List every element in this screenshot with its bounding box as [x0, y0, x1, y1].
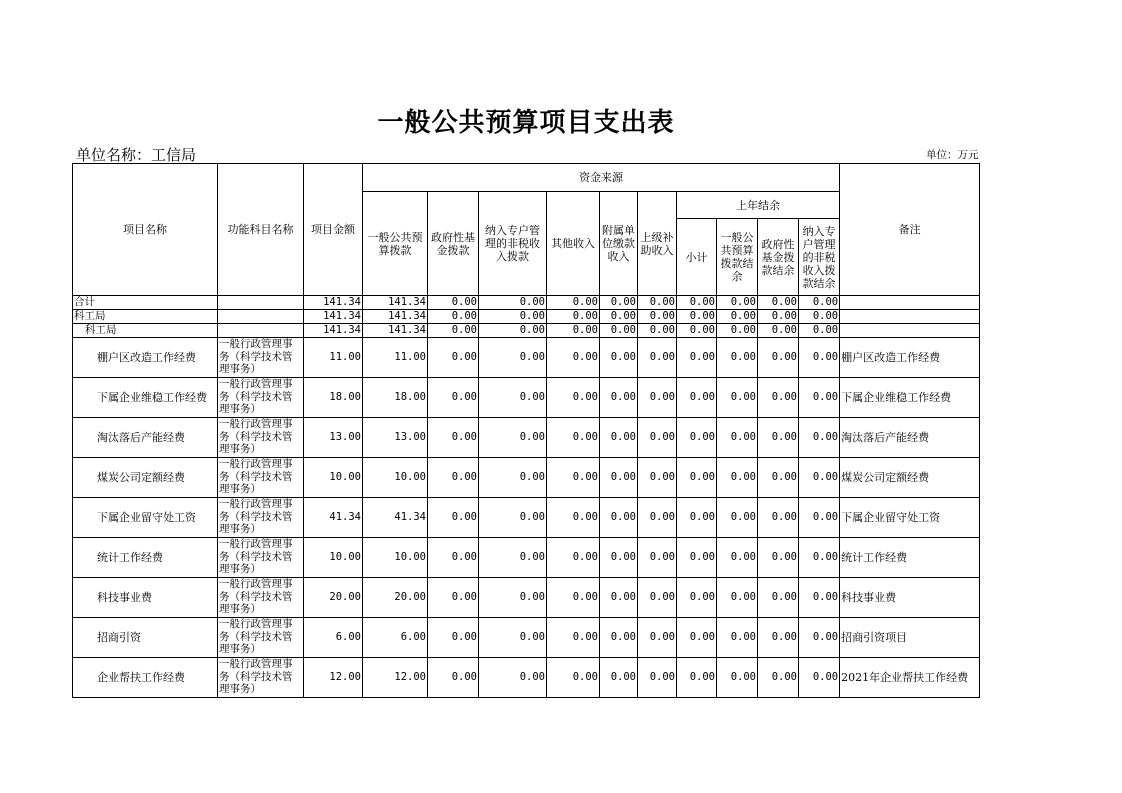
fund-value: 0.00	[799, 618, 840, 658]
fund-value: 0.00	[547, 498, 600, 538]
fund-value: 0.00	[758, 498, 799, 538]
fund-value: 0.00	[479, 618, 547, 658]
summary-row	[73, 296, 980, 310]
fund-value: 0.00	[799, 658, 840, 698]
project-amount: 20.00	[304, 578, 363, 618]
fund-value: 0.00	[638, 378, 677, 418]
header-fund-source: 资金来源	[363, 164, 840, 192]
header-prior-gov-fund: 政府性基金拨款结余	[758, 219, 799, 296]
function-subject: 一般行政管理事务（科学技术管理事务）	[218, 618, 304, 658]
fund-value: 0.00	[428, 458, 479, 498]
summary-value: 0.00	[717, 296, 758, 310]
fund-value: 0.00	[677, 538, 717, 578]
project-row	[73, 418, 980, 458]
project-row	[73, 578, 980, 618]
project-row	[73, 538, 980, 578]
summary-value: 141.34	[363, 310, 428, 324]
fund-value: 0.00	[717, 578, 758, 618]
summary-func-cell	[218, 324, 304, 338]
fund-value: 0.00	[799, 418, 840, 458]
project-name: 下属企业留守处工资	[73, 498, 218, 538]
fund-value: 0.00	[717, 378, 758, 418]
project-name: 煤炭公司定额经费	[73, 458, 218, 498]
unit-label: 单位：万元	[926, 149, 979, 161]
unit-name: 单位名称：工信局	[76, 146, 197, 164]
fund-value: 0.00	[547, 578, 600, 618]
fund-value: 0.00	[758, 658, 799, 698]
project-row	[73, 458, 980, 498]
fund-value: 20.00	[363, 578, 428, 618]
fund-value: 0.00	[677, 498, 717, 538]
header-superior-subsidy: 上级补助收入	[638, 192, 677, 296]
project-name: 统计工作经费	[73, 538, 218, 578]
fund-value: 0.00	[758, 338, 799, 378]
fund-value: 0.00	[638, 338, 677, 378]
project-remarks: 下属企业维稳工作经费	[840, 378, 980, 418]
fund-value: 0.00	[758, 578, 799, 618]
summary-note-cell	[840, 310, 980, 324]
fund-value: 0.00	[547, 658, 600, 698]
project-remarks: 科技事业费	[840, 578, 980, 618]
header-prior-general: 一般公共预算拨款结余	[717, 219, 758, 296]
function-subject: 一般行政管理事务（科学技术管理事务）	[218, 538, 304, 578]
function-subject: 一般行政管理事务（科学技术管理事务）	[218, 338, 304, 378]
summary-value: 141.34	[363, 296, 428, 310]
summary-value: 0.00	[717, 324, 758, 338]
fund-value: 0.00	[479, 418, 547, 458]
fund-value: 0.00	[547, 378, 600, 418]
summary-name: 科工局	[73, 324, 218, 338]
fund-value: 0.00	[428, 378, 479, 418]
fund-value: 0.00	[428, 538, 479, 578]
fund-value: 0.00	[428, 658, 479, 698]
fund-value: 0.00	[428, 618, 479, 658]
fund-value: 0.00	[428, 338, 479, 378]
summary-value: 0.00	[638, 310, 677, 324]
function-subject: 一般行政管理事务（科学技术管理事务）	[218, 578, 304, 618]
fund-value: 0.00	[717, 498, 758, 538]
project-name: 下属企业维稳工作经费	[73, 378, 218, 418]
summary-note-cell	[840, 296, 980, 310]
summary-amount: 141.34	[304, 310, 363, 324]
fund-value: 0.00	[717, 338, 758, 378]
fund-value: 0.00	[479, 658, 547, 698]
project-remarks: 棚户区改造工作经费	[840, 338, 980, 378]
project-row	[73, 338, 980, 378]
summary-value: 0.00	[600, 324, 638, 338]
fund-value: 0.00	[677, 338, 717, 378]
fund-value: 11.00	[363, 338, 428, 378]
fund-value: 0.00	[638, 538, 677, 578]
fund-value: 0.00	[638, 618, 677, 658]
header-subtotal: 小计	[677, 219, 717, 296]
fund-value: 0.00	[600, 658, 638, 698]
project-name: 淘汰落后产能经费	[73, 418, 218, 458]
fund-value: 0.00	[638, 498, 677, 538]
fund-value: 0.00	[547, 538, 600, 578]
summary-value: 0.00	[600, 310, 638, 324]
fund-value: 0.00	[479, 378, 547, 418]
fund-value: 0.00	[758, 618, 799, 658]
fund-value: 0.00	[677, 618, 717, 658]
function-subject: 一般行政管理事务（科学技术管理事务）	[218, 378, 304, 418]
summary-value: 0.00	[600, 296, 638, 310]
fund-value: 0.00	[600, 458, 638, 498]
fund-value: 0.00	[479, 498, 547, 538]
fund-value: 0.00	[677, 418, 717, 458]
project-remarks: 煤炭公司定额经费	[840, 458, 980, 498]
summary-value: 0.00	[428, 324, 479, 338]
fund-value: 0.00	[428, 418, 479, 458]
summary-value: 0.00	[799, 324, 840, 338]
summary-value: 0.00	[677, 324, 717, 338]
fund-value: 0.00	[600, 338, 638, 378]
project-remarks: 招商引资项目	[840, 618, 980, 658]
fund-value: 0.00	[758, 458, 799, 498]
fund-value: 0.00	[677, 458, 717, 498]
header-remarks: 备注	[840, 164, 980, 296]
fund-value: 0.00	[600, 418, 638, 458]
fund-value: 41.34	[363, 498, 428, 538]
project-remarks: 下属企业留守处工资	[840, 498, 980, 538]
summary-func-cell	[218, 296, 304, 310]
project-amount: 6.00	[304, 618, 363, 658]
fund-value: 0.00	[479, 578, 547, 618]
project-remarks: 2021年企业帮扶工作经费	[840, 658, 980, 698]
project-name: 棚户区改造工作经费	[73, 338, 218, 378]
fund-value: 0.00	[758, 538, 799, 578]
header-prior-nontax: 纳入专户管理的非税收入拨款结余	[799, 219, 840, 296]
header-prior-balance: 上年结余	[677, 192, 840, 219]
summary-amount: 141.34	[304, 324, 363, 338]
project-amount: 11.00	[304, 338, 363, 378]
fund-value: 10.00	[363, 538, 428, 578]
summary-value: 0.00	[428, 310, 479, 324]
summary-name: 科工局	[73, 310, 218, 324]
summary-value: 0.00	[677, 296, 717, 310]
fund-value: 10.00	[363, 458, 428, 498]
fund-value: 13.00	[363, 418, 428, 458]
fund-value: 0.00	[799, 378, 840, 418]
fund-value: 0.00	[547, 338, 600, 378]
project-amount: 41.34	[304, 498, 363, 538]
fund-value: 0.00	[600, 618, 638, 658]
fund-value: 0.00	[717, 458, 758, 498]
fund-value: 0.00	[758, 378, 799, 418]
summary-value: 0.00	[717, 310, 758, 324]
function-subject: 一般行政管理事务（科学技术管理事务）	[218, 658, 304, 698]
function-subject: 一般行政管理事务（科学技术管理事务）	[218, 458, 304, 498]
project-row	[73, 378, 980, 418]
project-row	[73, 618, 980, 658]
summary-amount: 141.34	[304, 296, 363, 310]
summary-value: 0.00	[479, 296, 547, 310]
project-amount: 12.00	[304, 658, 363, 698]
fund-value: 0.00	[677, 578, 717, 618]
fund-value: 0.00	[600, 578, 638, 618]
header-general-budget: 一般公共预算拨款	[363, 192, 428, 296]
fund-value: 0.00	[600, 378, 638, 418]
header-special-nontax: 纳入专户管理的非税收入拨款	[479, 192, 547, 296]
header-affiliated-income: 附属单位缴款收入	[600, 192, 638, 296]
fund-value: 0.00	[479, 458, 547, 498]
summary-value: 0.00	[638, 324, 677, 338]
function-subject: 一般行政管理事务（科学技术管理事务）	[218, 418, 304, 458]
fund-value: 0.00	[799, 338, 840, 378]
fund-value: 0.00	[638, 458, 677, 498]
header-project-amount: 项目金额	[304, 164, 363, 296]
project-row	[73, 498, 980, 538]
project-amount: 10.00	[304, 538, 363, 578]
fund-value: 0.00	[717, 538, 758, 578]
summary-value: 0.00	[479, 324, 547, 338]
header-gov-fund: 政府性基金拨款	[428, 192, 479, 296]
summary-value: 0.00	[479, 310, 547, 324]
fund-value: 0.00	[638, 578, 677, 618]
project-remarks: 淘汰落后产能经费	[840, 418, 980, 458]
header-project-name: 项目名称	[73, 164, 218, 296]
header-other-income: 其他收入	[547, 192, 600, 296]
budget-table	[72, 163, 980, 698]
fund-value: 12.00	[363, 658, 428, 698]
fund-value: 0.00	[799, 498, 840, 538]
fund-value: 0.00	[799, 458, 840, 498]
project-name: 科技事业费	[73, 578, 218, 618]
fund-value: 0.00	[547, 418, 600, 458]
summary-value: 0.00	[547, 296, 600, 310]
summary-value: 0.00	[428, 296, 479, 310]
summary-value: 141.34	[363, 324, 428, 338]
summary-value: 0.00	[799, 310, 840, 324]
fund-value: 0.00	[600, 498, 638, 538]
function-subject: 一般行政管理事务（科学技术管理事务）	[218, 498, 304, 538]
fund-value: 0.00	[638, 418, 677, 458]
fund-value: 18.00	[363, 378, 428, 418]
summary-value: 0.00	[758, 324, 799, 338]
summary-value: 0.00	[677, 310, 717, 324]
summary-func-cell	[218, 310, 304, 324]
fund-value: 0.00	[479, 538, 547, 578]
summary-note-cell	[840, 324, 980, 338]
summary-name: 合计	[73, 296, 218, 310]
project-remarks: 统计工作经费	[840, 538, 980, 578]
fund-value: 0.00	[717, 418, 758, 458]
project-name: 招商引资	[73, 618, 218, 658]
fund-value: 6.00	[363, 618, 428, 658]
fund-value: 0.00	[547, 618, 600, 658]
fund-value: 0.00	[799, 538, 840, 578]
fund-value: 0.00	[717, 658, 758, 698]
summary-value: 0.00	[638, 296, 677, 310]
fund-value: 0.00	[717, 618, 758, 658]
page-title: 一般公共预算项目支出表	[377, 108, 675, 138]
header-function-subject: 功能科目名称	[218, 164, 304, 296]
fund-value: 0.00	[677, 658, 717, 698]
project-row	[73, 658, 980, 698]
summary-row	[73, 324, 980, 338]
summary-value: 0.00	[799, 296, 840, 310]
fund-value: 0.00	[677, 378, 717, 418]
summary-value: 0.00	[547, 310, 600, 324]
project-amount: 13.00	[304, 418, 363, 458]
fund-value: 0.00	[428, 498, 479, 538]
fund-value: 0.00	[600, 538, 638, 578]
project-name: 企业帮扶工作经费	[73, 658, 218, 698]
summary-value: 0.00	[547, 324, 600, 338]
fund-value: 0.00	[547, 458, 600, 498]
fund-value: 0.00	[479, 338, 547, 378]
fund-value: 0.00	[638, 658, 677, 698]
project-amount: 18.00	[304, 378, 363, 418]
fund-value: 0.00	[799, 578, 840, 618]
fund-value: 0.00	[428, 578, 479, 618]
project-amount: 10.00	[304, 458, 363, 498]
summary-value: 0.00	[758, 310, 799, 324]
summary-value: 0.00	[758, 296, 799, 310]
summary-row	[73, 310, 980, 324]
fund-value: 0.00	[758, 418, 799, 458]
